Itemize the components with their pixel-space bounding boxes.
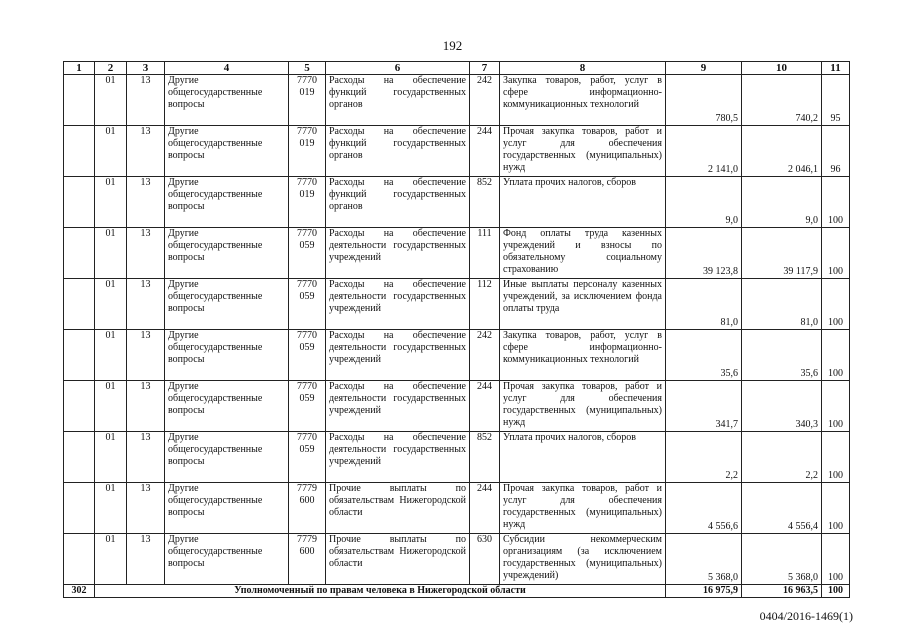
table-cell: 13	[127, 534, 165, 585]
table-cell	[64, 126, 95, 177]
table-cell: Другие общегосударственные вопросы	[165, 279, 289, 330]
table-row	[64, 381, 850, 432]
table-cell: 7770 019	[289, 177, 326, 228]
table-cell: Субсидии некоммерческим организациям (за исключением государственных (муниципальных) учреждений)	[500, 534, 666, 585]
table-cell: 7770 019	[289, 75, 326, 126]
table-cell: 13	[127, 279, 165, 330]
table-cell: 7770 059	[289, 228, 326, 279]
table-cell: 2,2	[742, 432, 822, 483]
table-cell: Расходы на обеспечение деятельности государственных учреждений	[326, 381, 470, 432]
table-cell: Расходы на обеспечение функций государственных органов	[326, 126, 470, 177]
table-cell: 35,6	[742, 330, 822, 381]
table-cell: 13	[127, 228, 165, 279]
table-cell: 7770 019	[289, 126, 326, 177]
table-cell: 01	[95, 534, 127, 585]
table-cell: 13	[127, 330, 165, 381]
table-cell: 630	[470, 534, 500, 585]
table-row	[64, 75, 850, 126]
document-reference: 0404/2016-1469(1)	[759, 609, 853, 623]
table-cell: 4 556,6	[666, 483, 742, 534]
table-cell: 244	[470, 483, 500, 534]
table-cell: 7779 600	[289, 534, 326, 585]
table-cell: 341,7	[666, 381, 742, 432]
table-cell: Закупка товаров, работ, услуг в сфере информационно-коммуникационных технологий	[500, 75, 666, 126]
column-header: 3	[127, 62, 165, 75]
table-cell: Фонд оплаты труда казенных учреждений и взносы по обязательному социальному страхованию	[500, 228, 666, 279]
table-cell: Расходы на обеспечение деятельности государственных учреждений	[326, 228, 470, 279]
total-row	[64, 585, 850, 598]
table-cell: 9,0	[666, 177, 742, 228]
table-cell: 01	[95, 279, 127, 330]
table-cell: 2 046,1	[742, 126, 822, 177]
table-cell: 740,2	[742, 75, 822, 126]
table-cell	[64, 483, 95, 534]
table-cell: 244	[470, 381, 500, 432]
total-label: Уполномоченный по правам человека в Нижегородской области	[95, 585, 666, 598]
table-cell: 01	[95, 483, 127, 534]
column-header: 5	[289, 62, 326, 75]
table-row	[64, 279, 850, 330]
table-cell: 01	[95, 432, 127, 483]
table-cell: Другие общегосударственные вопросы	[165, 126, 289, 177]
table-cell: Уплата прочих налогов, сборов	[500, 177, 666, 228]
table-cell: 244	[470, 126, 500, 177]
table-cell: 2 141,0	[666, 126, 742, 177]
column-header: 6	[326, 62, 470, 75]
total-value: 16 975,9	[666, 585, 742, 598]
table-cell: 81,0	[666, 279, 742, 330]
table-header-row	[64, 62, 850, 75]
table-cell: 111	[470, 228, 500, 279]
total-value: 16 963,5	[742, 585, 822, 598]
table-cell: 852	[470, 432, 500, 483]
table-cell: Иные выплаты персоналу казенных учреждений, за исключением фонда оплаты труда	[500, 279, 666, 330]
table-row	[64, 330, 850, 381]
table-row	[64, 126, 850, 177]
table-cell: Расходы на обеспечение функций государственных органов	[326, 177, 470, 228]
table-cell: 9,0	[742, 177, 822, 228]
table-row	[64, 534, 850, 585]
table-cell: 01	[95, 177, 127, 228]
table-cell: 5 368,0	[742, 534, 822, 585]
total-code: 302	[64, 585, 95, 598]
column-header: 4	[165, 62, 289, 75]
table-cell: 7770 059	[289, 279, 326, 330]
table-cell: 4 556,4	[742, 483, 822, 534]
table-cell: Другие общегосударственные вопросы	[165, 432, 289, 483]
table-cell: 340,3	[742, 381, 822, 432]
table-cell: 100	[822, 483, 850, 534]
table-cell: 2,2	[666, 432, 742, 483]
table-cell: Прочая закупка товаров, работ и услуг для обеспечения государственных (муниципальных) нужд	[500, 381, 666, 432]
table-cell: 13	[127, 381, 165, 432]
column-header: 1	[64, 62, 95, 75]
table-row	[64, 228, 850, 279]
table-cell: 96	[822, 126, 850, 177]
table-cell: Другие общегосударственные вопросы	[165, 75, 289, 126]
table-cell: Прочие выплаты по обязательствам Нижегородской области	[326, 534, 470, 585]
table-cell: Другие общегосударственные вопросы	[165, 381, 289, 432]
table-cell: 100	[822, 432, 850, 483]
table-cell: 39 117,9	[742, 228, 822, 279]
table-cell: 5 368,0	[666, 534, 742, 585]
table-cell: Расходы на обеспечение деятельности государственных учреждений	[326, 432, 470, 483]
table-row	[64, 177, 850, 228]
table-cell: 95	[822, 75, 850, 126]
table-cell	[64, 381, 95, 432]
column-header: 2	[95, 62, 127, 75]
table-cell: Прочие выплаты по обязательствам Нижегородской области	[326, 483, 470, 534]
table-cell	[64, 228, 95, 279]
budget-table	[63, 61, 850, 598]
table-cell: 35,6	[666, 330, 742, 381]
table-cell: Прочая закупка товаров, работ и услуг для обеспечения государственных (муниципальных) нужд	[500, 126, 666, 177]
table-cell: 100	[822, 177, 850, 228]
table-cell: Закупка товаров, работ, услуг в сфере информационно-коммуникационных технологий	[500, 330, 666, 381]
table-cell: Другие общегосударственные вопросы	[165, 177, 289, 228]
table-cell: 242	[470, 330, 500, 381]
column-header: 8	[500, 62, 666, 75]
table-cell	[64, 177, 95, 228]
table-cell: 100	[822, 330, 850, 381]
table-cell: 7770 059	[289, 330, 326, 381]
table-cell: 13	[127, 126, 165, 177]
table-row	[64, 483, 850, 534]
table-row	[64, 432, 850, 483]
column-header: 11	[822, 62, 850, 75]
table-cell: Другие общегосударственные вопросы	[165, 330, 289, 381]
total-percent: 100	[822, 585, 850, 598]
table-cell: 100	[822, 534, 850, 585]
table-cell: 852	[470, 177, 500, 228]
column-header: 9	[666, 62, 742, 75]
table-cell: 01	[95, 381, 127, 432]
table-cell	[64, 534, 95, 585]
table-cell	[64, 432, 95, 483]
table-cell: 780,5	[666, 75, 742, 126]
table-cell: Расходы на обеспечение деятельности государственных учреждений	[326, 279, 470, 330]
table-cell: 100	[822, 228, 850, 279]
table-cell: 100	[822, 279, 850, 330]
table-cell: 112	[470, 279, 500, 330]
table-cell: 39 123,8	[666, 228, 742, 279]
table-cell: 7770 059	[289, 381, 326, 432]
page-number: 192	[442, 38, 463, 53]
table-cell	[64, 75, 95, 126]
column-header: 7	[470, 62, 500, 75]
table-cell: Другие общегосударственные вопросы	[165, 483, 289, 534]
table-cell	[64, 330, 95, 381]
table-cell: Другие общегосударственные вопросы	[165, 228, 289, 279]
table-cell: 13	[127, 432, 165, 483]
table-cell: 7770 059	[289, 432, 326, 483]
table-cell: 01	[95, 126, 127, 177]
table-cell: 01	[95, 330, 127, 381]
table-cell: Прочая закупка товаров, работ и услуг для обеспечения государственных (муниципальных) нужд	[500, 483, 666, 534]
table-cell: Уплата прочих налогов, сборов	[500, 432, 666, 483]
table-cell: 01	[95, 228, 127, 279]
table-cell: 100	[822, 381, 850, 432]
table-cell: 81,0	[742, 279, 822, 330]
table-cell: 13	[127, 177, 165, 228]
table-cell: 01	[95, 75, 127, 126]
table-cell: 13	[127, 483, 165, 534]
table-cell: Другие общегосударственные вопросы	[165, 534, 289, 585]
table-cell: Расходы на обеспечение функций государственных органов	[326, 75, 470, 126]
table-cell: 242	[470, 75, 500, 126]
table-cell: 7779 600	[289, 483, 326, 534]
table-cell	[64, 279, 95, 330]
column-header: 10	[742, 62, 822, 75]
table-cell: 13	[127, 75, 165, 126]
table-cell: Расходы на обеспечение деятельности государственных учреждений	[326, 330, 470, 381]
